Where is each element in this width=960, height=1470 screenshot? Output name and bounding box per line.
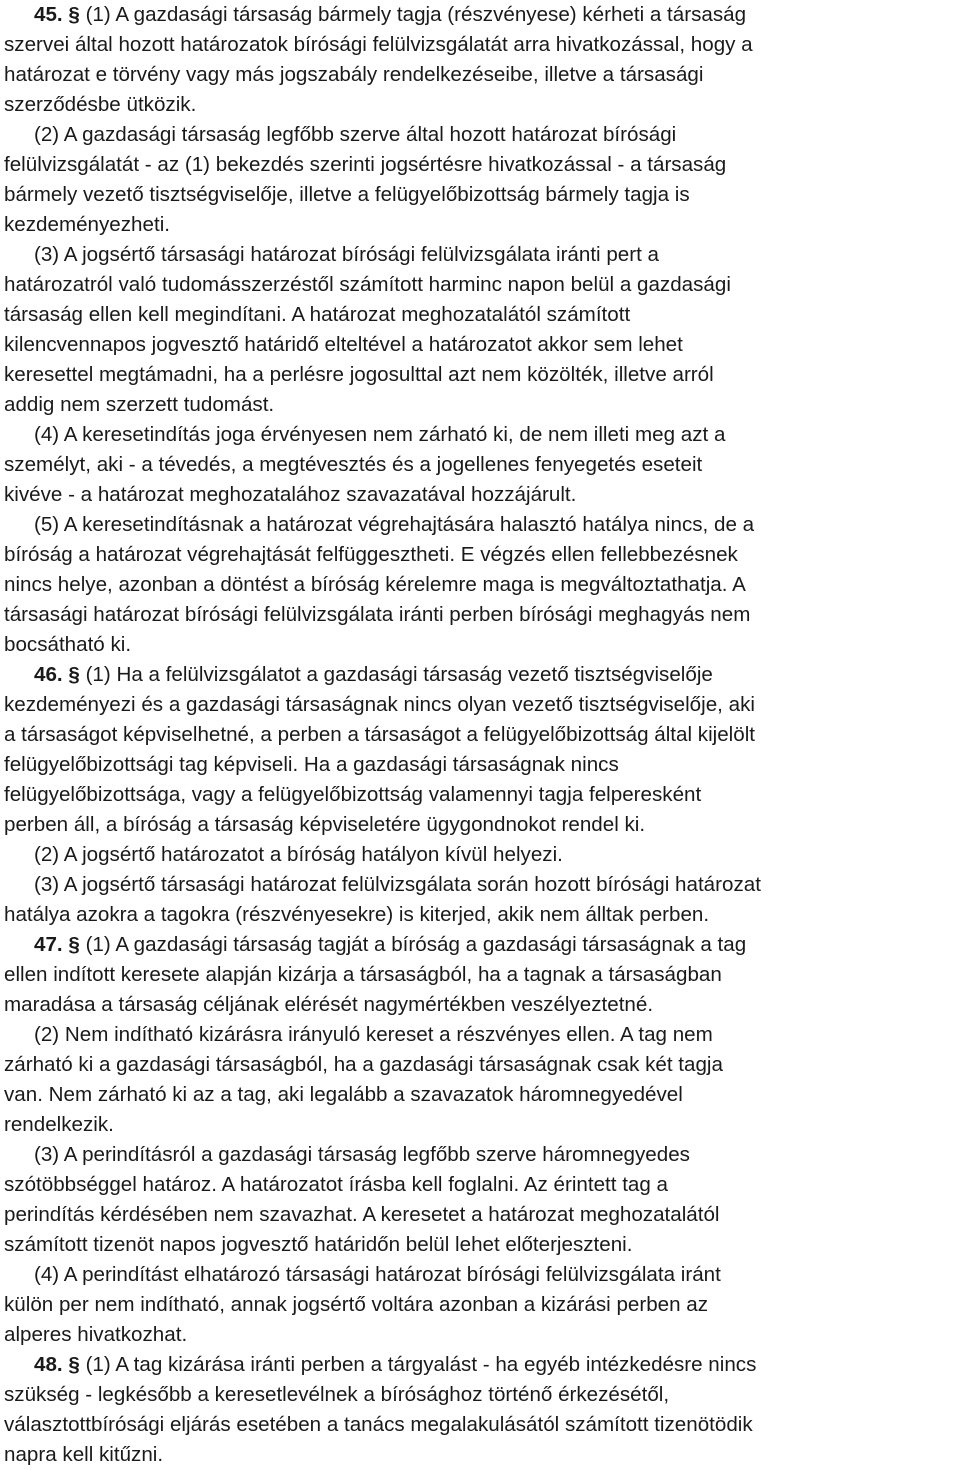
line-text: (1) Ha a felülvizsgálatot a gazdasági társaság vezető tisztségviselője bbox=[79, 663, 713, 686]
text-line: perben áll, a bíróság a társaság képviseletére ügygondnokot rendel ki. bbox=[4, 813, 646, 836]
text-line: társaság ellen kell megindítani. A határozat meghozatalától számított bbox=[4, 303, 631, 326]
subsection-paragraph bbox=[4, 840, 956, 870]
text-line: rendelkezik. bbox=[4, 1113, 114, 1136]
subsection-paragraph bbox=[4, 120, 956, 240]
text-line: választottbírósági eljárás esetében a tanács megalakulásától számított tizenötödik bbox=[4, 1413, 753, 1436]
text-line: napra kell kitűzni. bbox=[4, 1443, 164, 1466]
text-line: zárható ki a gazdasági társaságból, ha a gazdasági társaságnak csak két tagja bbox=[4, 1053, 723, 1076]
article-number: 45. bbox=[34, 3, 63, 26]
article-paragraph bbox=[4, 660, 956, 840]
text-line: (2) A gazdasági társaság legfőbb szerve által hozott határozat bírósági bbox=[34, 123, 677, 146]
subsection-paragraph bbox=[4, 1020, 956, 1140]
line-text: (1) A gazdasági társaság bármely tagja (részvényese) kérheti a társaság bbox=[79, 3, 747, 26]
subsection-paragraph bbox=[4, 240, 956, 420]
text-line: addig nem szerzett tudomást. bbox=[4, 393, 275, 416]
text-line: szerződésbe ütközik. bbox=[4, 93, 197, 116]
text-line: ellen indított keresete alapján kizárja a társaságból, ha a tagnak a társaságban bbox=[4, 963, 722, 986]
article-number: 46. bbox=[34, 663, 63, 686]
text-line: (5) A keresetindításnak a határozat végrehajtására halasztó hatálya nincs, de a bbox=[34, 513, 755, 536]
text-line: (2) Nem indítható kizárásra irányuló kereset a részvényes ellen. A tag nem bbox=[34, 1023, 713, 1046]
text-line: szükség - legkésőbb a keresetlevélnek a bírósághoz történő érkezésétől, bbox=[4, 1383, 670, 1406]
subsection-paragraph bbox=[4, 870, 956, 930]
text-line: bíróság a határozat végrehajtását felfüggesztheti. E végzés ellen fellebbezésnek bbox=[4, 543, 738, 566]
text-line: perindítás kérdésében nem szavazhat. A keresetet a határozat meghozatalától bbox=[4, 1203, 720, 1226]
line-text: (1) A tag kizárása iránti perben a tárgyalást - ha egyéb intézkedésre nincs bbox=[79, 1353, 757, 1376]
text-line: felügyelőbizottsági tag képviseli. Ha a gazdasági társaságnak nincs bbox=[4, 753, 619, 776]
text-line: határozatról való tudomásszerzéstől számított harminc napon belül a gazdasági bbox=[4, 273, 731, 296]
article-paragraph bbox=[4, 1350, 956, 1470]
text-line: felügyelőbizottsága, vagy a felügyelőbizottság valamennyi tagja felperesként bbox=[4, 783, 702, 806]
text-line: külön per nem indítható, annak jogsértő voltára azonban a kizárási perben az bbox=[4, 1293, 709, 1316]
text-line: hatálya azokra a tagokra (részvényesekre) is kiterjed, akik nem álltak perben. bbox=[4, 903, 710, 926]
text-line: társasági határozat bírósági felülvizsgálata iránti perben bírósági meghagyás nem bbox=[4, 603, 751, 626]
text-line: (2) A jogsértő határozatot a bíróság hatályon kívül helyezi. bbox=[34, 843, 563, 866]
text-line: bármely vezető tisztségviselője, illetve a felügyelőbizottság bármely tagja is bbox=[4, 183, 690, 206]
text-line: (3) A jogsértő társasági határozat felülvizsgálata során hozott bírósági határozat bbox=[34, 873, 761, 896]
article-number: 47. bbox=[34, 933, 63, 956]
line-text: (1) A gazdasági társaság tagját a bíróság a gazdasági társaságnak a tag bbox=[79, 933, 747, 956]
text-line: számított tizenöt napos jogvesztő határidőn belül lehet előterjeszteni. bbox=[4, 1233, 633, 1256]
section-sign: § bbox=[68, 1353, 80, 1376]
text-line: szervei által hozott határozatok bírósági felülvizsgálatát arra hivatkozással, hogy a bbox=[4, 33, 753, 56]
article-number: 48. bbox=[34, 1353, 63, 1376]
subsection-paragraph bbox=[4, 1260, 956, 1350]
text-line: felülvizsgálatát - az (1) bekezdés szerinti jogsértésre hivatkozással - a társaság bbox=[4, 153, 727, 176]
text-line: személyt, aki - a tévedés, a megtévesztés és a jogellenes fenyegetés eseteit bbox=[4, 453, 703, 476]
text-line: (3) A jogsértő társasági határozat bírósági felülvizsgálata iránti pert a bbox=[34, 243, 660, 266]
text-line bbox=[4, 660, 956, 690]
text-line: kezdeményezheti. bbox=[4, 213, 170, 236]
text-line: a társaságot képviselhetné, a perben a társaságot a felügyelőbizottság által kijelölt bbox=[4, 723, 755, 746]
text-line: maradása a társaság céljának elérését nagymértékben veszélyeztetné. bbox=[4, 993, 654, 1016]
article-paragraph bbox=[4, 0, 956, 120]
text-line: (4) A perindítást elhatározó társasági határozat bírósági felülvizsgálata iránt bbox=[34, 1263, 721, 1286]
section-sign: § bbox=[68, 663, 80, 686]
text-line bbox=[4, 930, 956, 960]
legal-document bbox=[4, 0, 956, 1470]
text-line: alperes hivatkozhat. bbox=[4, 1323, 188, 1346]
text-line: bocsátható ki. bbox=[4, 633, 132, 656]
text-line: nincs helye, azonban a döntést a bíróság kérelemre maga is megváltoztathatja. A bbox=[4, 573, 746, 596]
section-sign: § bbox=[68, 933, 80, 956]
text-line bbox=[4, 0, 956, 30]
text-line: (4) A keresetindítás joga érvényesen nem zárható ki, de nem illeti meg azt a bbox=[34, 423, 726, 446]
text-line: kilencvennapos jogvesztő határidő elteltével a határozatot akkor sem lehet bbox=[4, 333, 683, 356]
subsection-paragraph bbox=[4, 510, 956, 660]
article-paragraph bbox=[4, 930, 956, 1020]
text-line: keresettel megtámadni, ha a perlésre jogosulttal azt nem közölték, illetve arról bbox=[4, 363, 714, 386]
text-line bbox=[4, 1350, 956, 1380]
text-line: (3) A perindításról a gazdasági társaság legfőbb szerve háromnegyedes bbox=[34, 1143, 690, 1166]
section-sign: § bbox=[68, 3, 80, 26]
subsection-paragraph bbox=[4, 420, 956, 510]
text-line: kezdeményezi és a gazdasági társaságnak nincs olyan vezető tisztségviselője, aki bbox=[4, 693, 755, 716]
text-line: szótöbbséggel határoz. A határozatot írásba kell foglalni. Az érintett tag a bbox=[4, 1173, 668, 1196]
text-line: van. Nem zárható ki az a tag, aki legalább a szavazatok háromnegyedével bbox=[4, 1083, 683, 1106]
text-line: kivéve - a határozat meghozatalához szavazatával hozzájárult. bbox=[4, 483, 577, 506]
text-line: határozat e törvény vagy más jogszabály rendelkezéseibe, illetve a társasági bbox=[4, 63, 704, 86]
subsection-paragraph bbox=[4, 1140, 956, 1260]
